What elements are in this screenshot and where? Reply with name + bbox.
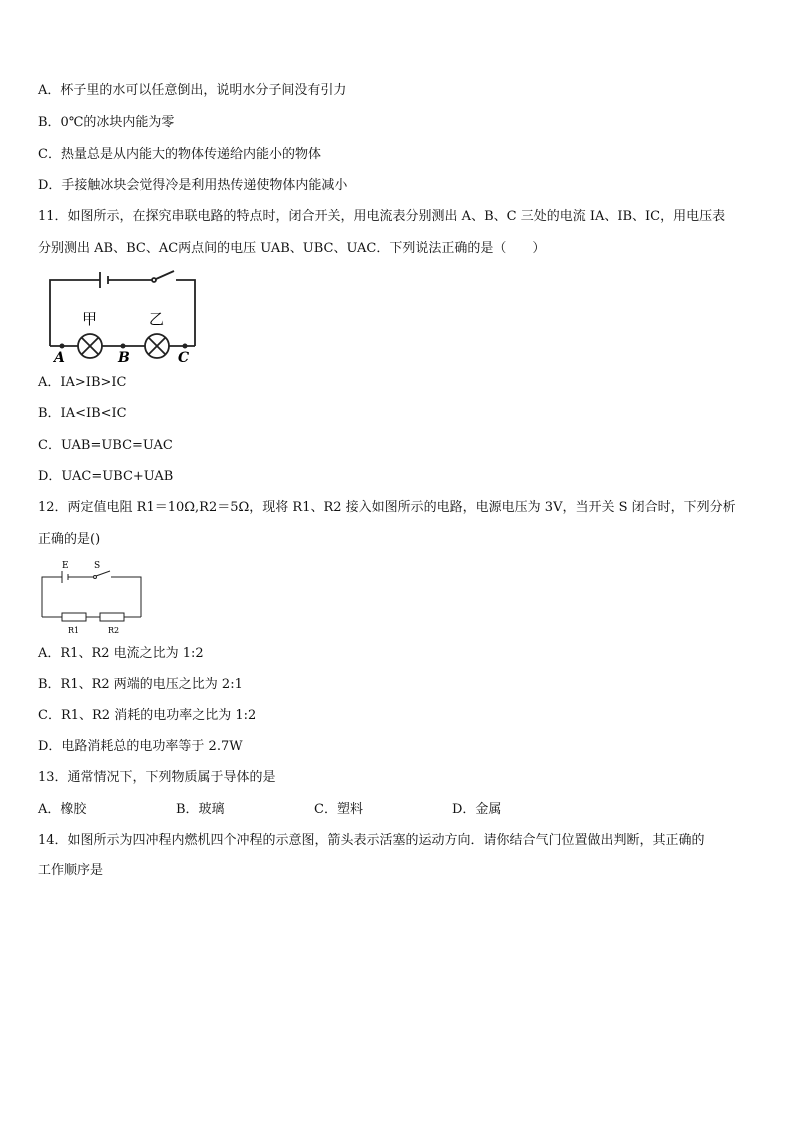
q12-option-a: A．R1、R2 电流之比为 1:2 — [38, 646, 204, 661]
q13-stem: 13．通常情况下，下列物质属于导体的是 — [38, 770, 276, 785]
q13-option-c: C．塑料 — [314, 802, 363, 817]
q11-option-a: A．IA>IB>IC — [38, 375, 127, 390]
q13-option-d: D．金属 — [452, 802, 502, 817]
q11-series-circuit-diagram — [40, 268, 210, 363]
q14-stem-line2: 工作顺序是 — [38, 863, 104, 878]
r2-label: R2 — [108, 626, 120, 635]
q11-option-c: C．UAB=UBC=UAC — [38, 438, 173, 453]
q10-option-b: B．0℃的冰块内能为零 — [38, 115, 175, 130]
q13-options-row — [38, 801, 638, 819]
point-b-label: B — [118, 350, 130, 363]
q10-option-c: C．热量总是从内能大的物体传递给内能小的物体 — [38, 147, 321, 162]
q12-option-c: C．R1、R2 消耗的电功率之比为 1:2 — [38, 708, 257, 723]
q13-option-a: A．橡胶 — [38, 802, 87, 817]
q12-resistor-circuit-diagram — [38, 557, 146, 637]
lamp-jia-label: 甲 — [82, 310, 98, 328]
lamp-yi-label: 乙 — [149, 310, 165, 328]
q12-stem-line1: 12．两定值电阻 R1＝10Ω,R2＝5Ω，现将 R1、R2 接入如图所示的电路，电源电压为 3V，当开关 S 闭合时，下列分析 — [38, 500, 736, 515]
q13-option-b: B．玻璃 — [176, 802, 225, 817]
q10-option-d: D．手接触冰块会觉得冷是利用热传递使物体内能减小 — [38, 178, 348, 193]
q12-option-d: D．电路消耗总的电功率等于 2.7W — [38, 739, 243, 754]
q11-option-b: B．IA<IB<IC — [38, 406, 127, 421]
q11-stem-line2: 分别测出 AB、BC、AC两点间的电压 UAB、UBC、UAC．下列说法正确的是（ ） — [38, 241, 546, 256]
switch-s-label: S — [94, 561, 101, 571]
q10-option-a: A．杯子里的水可以任意倒出，说明水分子间没有引力 — [38, 83, 347, 98]
point-a-label: A — [54, 350, 65, 363]
q12-stem-line2: 正确的是() — [38, 532, 101, 547]
q14-stem-line1: 14．如图所示为四冲程内燃机四个冲程的示意图，箭头表示活塞的运动方向．请你结合气门位置做出判断，其正确的 — [38, 833, 705, 848]
q12-option-b: B．R1、R2 两端的电压之比为 2:1 — [38, 677, 243, 692]
point-c-label: C — [178, 350, 190, 363]
source-e-label: E — [62, 561, 69, 571]
q11-stem-line1: 11．如图所示，在探究串联电路的特点时，闭合开关，用电流表分别测出 A、B、C 三处的电流 IA、IB、IC，用电压表 — [38, 209, 726, 224]
r1-label: R1 — [68, 626, 80, 635]
q11-option-d: D．UAC=UBC+UAB — [38, 469, 174, 484]
